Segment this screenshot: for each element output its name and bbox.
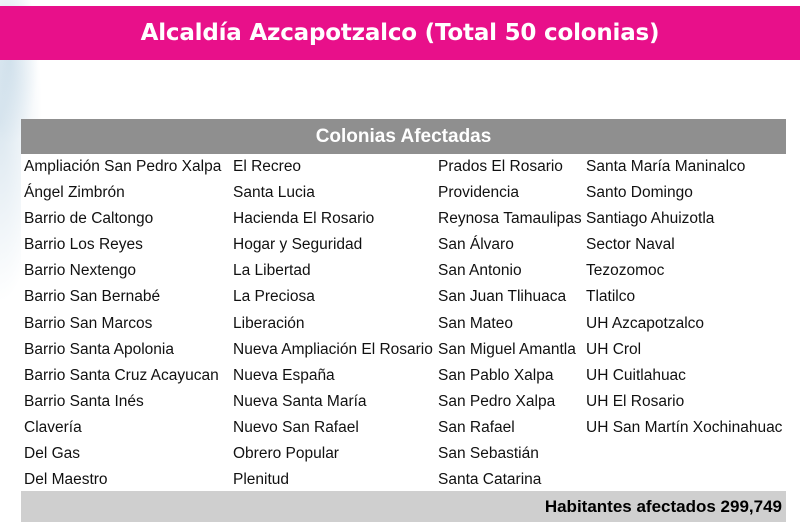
list-item: La Libertad [233,262,311,280]
list-item: Barrio San Marcos [24,314,153,332]
list-item: Nueva España [233,366,335,384]
list-item: El Recreo [233,158,302,175]
list-item: Santiago Ahuizotla [586,210,715,228]
list-item: Barrio Santa Inés [24,392,144,410]
list-item: San Mateo [438,314,513,332]
list-item: Reynosa Tamaulipas [438,210,582,228]
list-item: Barrio San Bernabé [24,288,161,306]
list-item: Plenitud [233,471,290,489]
list-item: Hacienda El Rosario [233,210,375,228]
list-item: Barrio de Caltongo [24,210,154,228]
list-item: Tezozomoc [586,262,665,280]
list-item: San Antonio [438,262,522,280]
list-item: San Sebastián [438,445,539,463]
list-item: UH Azcapotzalco [586,314,705,332]
list-item: Santa María Maninalco [586,158,746,175]
list-item: UH Cuitlahuac [586,366,686,384]
list-item: Sector Naval [586,236,675,254]
list-item: Santa Catarina [438,471,542,489]
list-item: UH Crol [586,340,642,358]
list-item: Santa Lucia [233,184,315,202]
list-item: UH El Rosario [586,392,685,410]
list-item: Obrero Popular [233,445,339,463]
page-title: Alcaldía Azcapotzalco (Total 50 colonias) [140,20,660,46]
list-item: La Preciosa [233,288,315,306]
list-item: Clavería [24,418,82,436]
list-item: San Miguel Amantla [438,340,576,358]
list-item: San Álvaro [438,236,514,254]
list-item: Ángel Zimbrón [24,184,125,202]
list-item: Del Gas [24,445,80,463]
list-item: Ampliación San Pedro Xalpa [24,158,222,175]
list-item: Nuevo San Rafael [233,418,359,436]
colonias-table [21,119,786,522]
list-item: Barrio Santa Cruz Acayucan [24,366,219,384]
list-item: San Pablo Xalpa [438,366,554,384]
list-item: Barrio Nextengo [24,262,137,280]
list-item: Nueva Ampliación El Rosario [233,340,433,358]
list-item: San Pedro Xalpa [438,392,556,410]
list-item: Del Maestro [24,471,108,489]
column-3 [438,154,582,493]
affected-residents-total: Habitantes afectados 299,749 [544,496,782,516]
column-1 [24,154,221,493]
column-2 [233,154,433,493]
list-item: Hogar y Seguridad [233,236,363,254]
list-item: Prados El Rosario [438,158,563,175]
list-item: San Juan Tlihuaca [438,288,567,306]
list-item: Barrio Santa Apolonia [24,340,174,358]
list-item: San Rafael [438,418,515,436]
title-banner [0,6,800,60]
table-header-label: Colonias Afectadas [315,125,492,147]
list-item: Santo Domingo [586,184,693,202]
list-item: UH San Martín Xochinahuac [586,418,783,436]
list-item: Barrio Los Reyes [24,236,143,254]
list-item: Liberación [233,314,305,332]
table-header [21,119,786,154]
list-item: Tlatilco [586,288,636,306]
column-4 [586,154,782,441]
list-item: Nueva Santa María [233,392,367,410]
list-item: Providencia [438,184,519,202]
table-footer [21,491,786,522]
